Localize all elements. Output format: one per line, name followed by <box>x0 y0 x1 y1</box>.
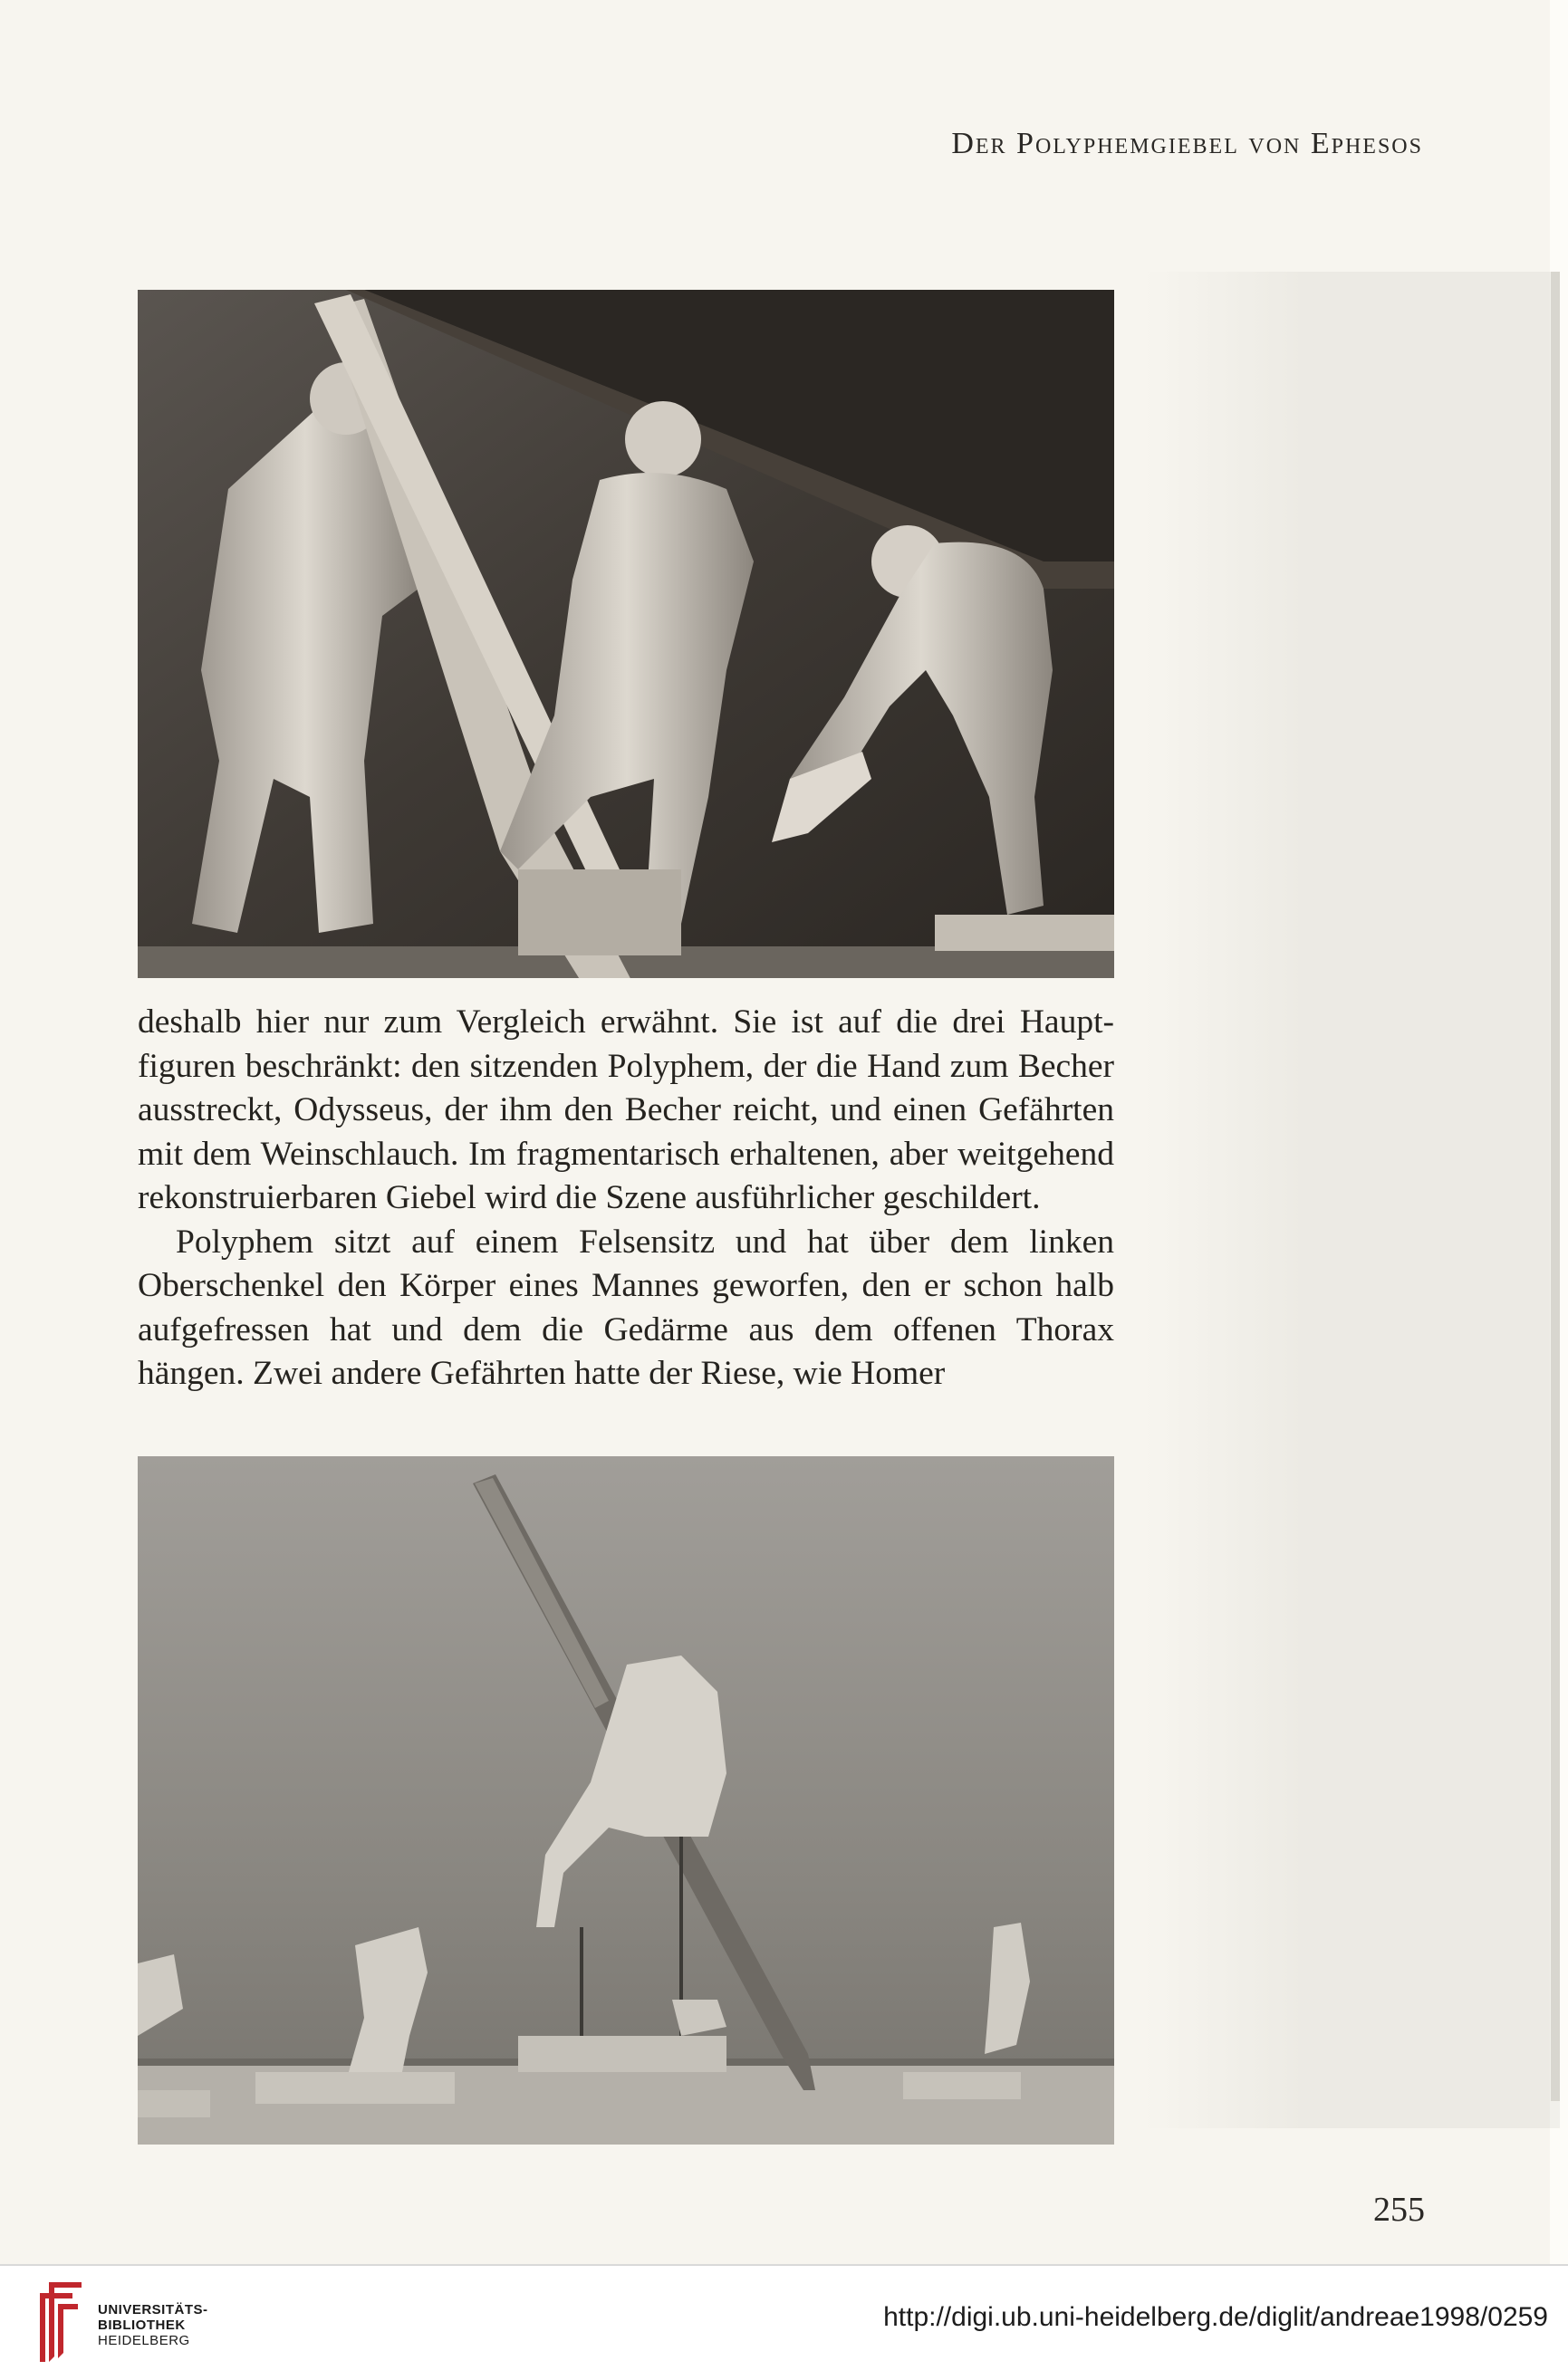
library-name <box>98 2302 208 2348</box>
library-name-line: HEIDELBERG <box>98 2333 190 2348</box>
running-title: Der Polyphemgiebel von Ephesos <box>951 127 1423 160</box>
paragraph: Polyphem sitzt auf einem Felsensitz und hat über dem linken Oberschenkel den Körper eines Mannes geworfen, den er schon halb aufgefressen hat und dem die Gedärme aus dem offenen Thorax hängen. Zwei andere Gefährten hatte der Riese, wie Homer <box>138 1223 1114 1392</box>
source-url-link[interactable]: http://digi.ub.uni-heidelberg.de/diglit/andreae1998/0259 <box>883 2302 1548 2332</box>
photo-icon <box>138 290 1114 978</box>
digitization-footer <box>0 2264 1568 2380</box>
body-text <box>138 1001 1114 1396</box>
figure-photo-top <box>138 290 1114 978</box>
page-edge <box>1551 272 1560 2101</box>
paragraph: deshalb hier nur zum Vergleich erwähnt. Sie ist auf die drei Hauptfiguren beschränkt: den sitzenden Polyphem, der die Hand zum Becher ausstreckt, Odysseus, der ihm den Becher reicht, und einen Gefährten mit dem Weinschlauch. Im fragmentarisch erhaltenen, aber weitgehend rekonstruierbaren Giebel wird die Szene ausführlicher geschildert. <box>138 1003 1114 1216</box>
page-number: 255 <box>1373 2191 1425 2229</box>
university-library-logo-icon <box>36 2280 85 2364</box>
facing-page-shadow <box>1143 272 1560 2128</box>
figure-photo-bottom <box>138 1456 1114 2145</box>
library-name-line: UNIVERSITÄTS- <box>98 2302 208 2318</box>
library-name-line: BIBLIOTHEK <box>98 2318 186 2333</box>
photo-icon <box>138 1456 1114 2145</box>
